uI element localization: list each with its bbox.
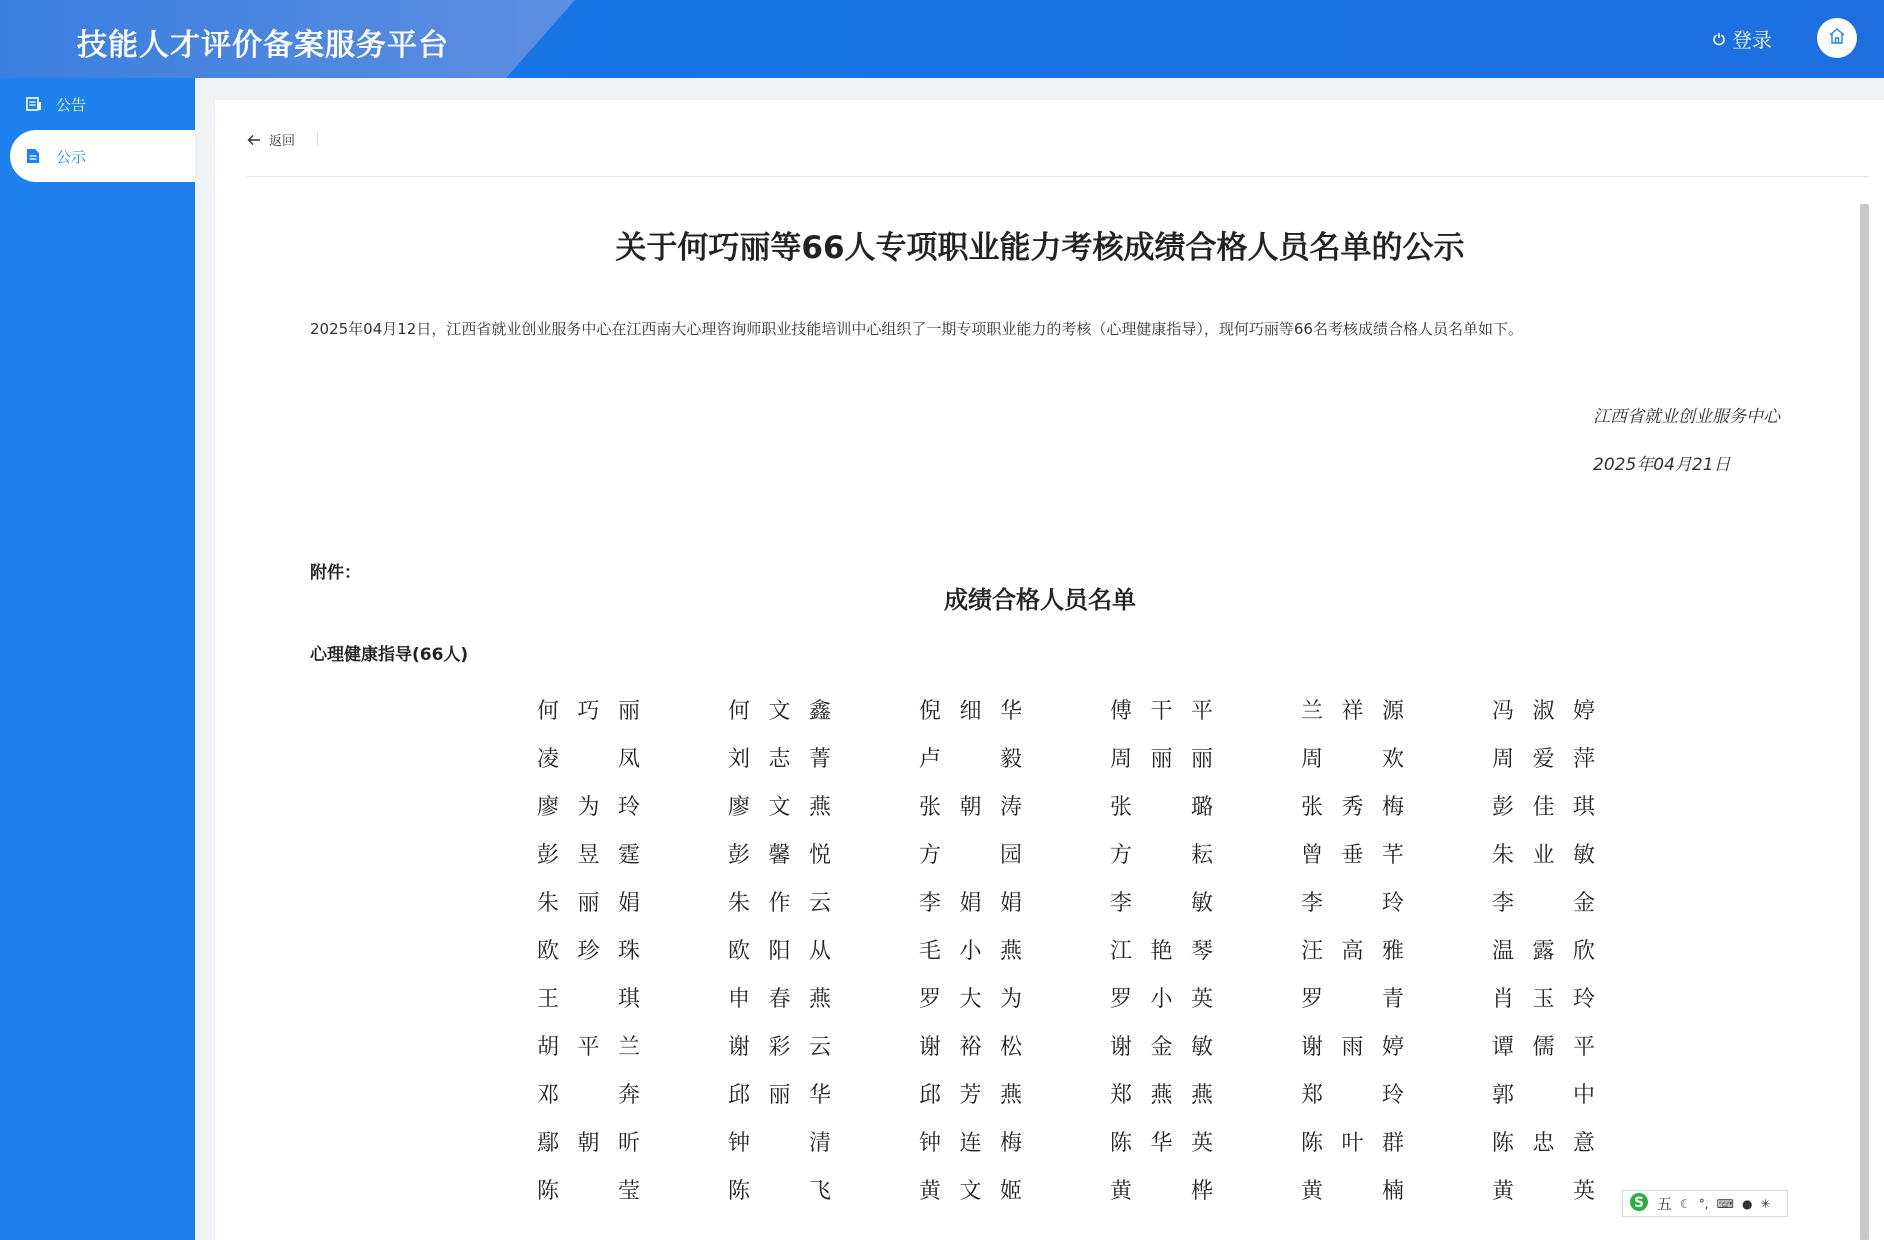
name-entry: 周 丽 丽 (1110, 747, 1213, 772)
names-grid (537, 698, 1687, 1226)
name-entry: 朱 业 敏 (1492, 843, 1595, 868)
svg-text:S: S (1633, 1194, 1645, 1211)
name-entry: 郭 中 (1492, 1083, 1595, 1108)
signature-date: 2025年04月21日 (1593, 455, 1731, 475)
name-entry: 邱 丽 华 (728, 1083, 831, 1108)
ime-mode-label: 五 (1657, 1195, 1673, 1213)
sidebar-item-label: 公告 (56, 95, 87, 114)
name-entry: 谭 儒 平 (1492, 1035, 1595, 1060)
site-brand: 技能人才评价备案服务平台 (77, 28, 449, 63)
name-entry: 谢 彩 云 (728, 1035, 831, 1060)
name-entry: 彭 馨 悦 (728, 843, 831, 868)
header-divider (247, 176, 1869, 177)
sogou-logo-icon (1629, 1192, 1649, 1216)
name-entry: 李 金 (1492, 891, 1595, 916)
name-entry: 毛 小 燕 (919, 939, 1022, 964)
name-entry: 江 艳 琴 (1110, 939, 1213, 964)
name-entry: 郑 燕 燕 (1110, 1083, 1213, 1108)
name-entry: 廖 为 玲 (537, 795, 640, 820)
name-entry: 张 朝 涛 (919, 795, 1022, 820)
name-entry: 欧 阳 从 (728, 939, 831, 964)
name-entry: 黄 英 (1492, 1179, 1595, 1204)
news-icon (26, 96, 42, 112)
name-entry: 黄 文 姬 (919, 1179, 1022, 1204)
scrollbar[interactable] (1860, 204, 1869, 1240)
list-title: 成绩合格人员名单 (944, 586, 1136, 614)
name-entry: 温 露 欣 (1492, 939, 1595, 964)
name-entry: 廖 文 燕 (728, 795, 831, 820)
name-entry: 朱 丽 娟 (537, 891, 640, 916)
user-icon: ● (1741, 1196, 1753, 1211)
name-entry: 肖 玉 玲 (1492, 987, 1595, 1012)
name-entry: 陈 华 英 (1110, 1131, 1213, 1156)
name-entry: 黄 桦 (1110, 1179, 1213, 1204)
name-entry: 汪 高 雅 (1301, 939, 1404, 964)
name-entry: 刘 志 菁 (728, 747, 831, 772)
sidebar (0, 78, 195, 1240)
sidebar-item-announcement[interactable] (0, 78, 195, 130)
scrollbar-thumb[interactable] (1860, 204, 1869, 1240)
name-entry: 罗 大 为 (919, 987, 1022, 1012)
page-title: 关于何巧丽等66人专项职业能力考核成绩合格人员名单的公示 (615, 230, 1465, 266)
sidebar-item-label: 公示 (56, 147, 87, 166)
notice-paragraph: 2025年04月12日，江西省就业创业服务中心在江西南大心理咨询师职业技能培训中心组织了一期专项职业能力的考核（心理健康指导），现何巧丽等66名考核成绩合格人员名单如下。 (310, 320, 1523, 338)
name-entry: 谢 金 敏 (1110, 1035, 1213, 1060)
name-entry: 黄 楠 (1301, 1179, 1404, 1204)
name-entry: 邱 芳 燕 (919, 1083, 1022, 1108)
name-entry: 陈 飞 (728, 1179, 831, 1204)
home-button[interactable] (1817, 18, 1857, 58)
name-entry: 冯 淑 婷 (1492, 699, 1595, 724)
name-entry: 何 文 鑫 (728, 699, 831, 724)
back-button[interactable] (247, 130, 295, 149)
name-entry: 方 园 (919, 843, 1022, 868)
name-entry: 张 秀 梅 (1301, 795, 1404, 820)
name-entry: 欧 珍 珠 (537, 939, 640, 964)
name-entry: 谢 裕 松 (919, 1035, 1022, 1060)
signature-organization: 江西省就业创业服务中心 (1593, 407, 1780, 427)
top-header (0, 0, 1884, 78)
name-entry: 郑 玲 (1301, 1083, 1404, 1108)
name-entry: 鄢 朝 昕 (537, 1131, 640, 1156)
punctuation-icon: °, (1698, 1196, 1709, 1211)
name-entry: 彭 昱 霆 (537, 843, 640, 868)
name-entry: 凌 凤 (537, 747, 640, 772)
name-entry: 钟 清 (728, 1131, 831, 1156)
name-entry: 申 春 燕 (728, 987, 831, 1012)
name-entry: 卢 毅 (919, 747, 1022, 772)
settings-icon: ✳ (1760, 1196, 1771, 1211)
divider (317, 132, 318, 146)
name-entry: 方 耘 (1110, 843, 1213, 868)
name-entry: 钟 连 梅 (919, 1131, 1022, 1156)
name-entry: 李 娟 娟 (919, 891, 1022, 916)
name-entry: 何 巧 丽 (537, 699, 640, 724)
power-icon (1712, 27, 1726, 51)
name-entry: 曾 垂 芊 (1301, 843, 1404, 868)
name-entry: 兰 祥 源 (1301, 699, 1404, 724)
name-entry: 彭 佳 琪 (1492, 795, 1595, 820)
name-entry: 傅 干 平 (1110, 699, 1213, 724)
login-button[interactable] (1712, 24, 1772, 53)
name-entry: 朱 作 云 (728, 891, 831, 916)
name-entry: 陈 叶 群 (1301, 1131, 1404, 1156)
name-entry: 王 琪 (537, 987, 640, 1012)
name-entry: 李 玲 (1301, 891, 1404, 916)
keyboard-icon: ⌨ (1716, 1196, 1734, 1211)
name-entry: 周 欢 (1301, 747, 1404, 772)
sidebar-item-publicity[interactable] (10, 130, 195, 182)
ime-toolbar[interactable] (1622, 1190, 1788, 1217)
name-entry: 周 爱 萍 (1492, 747, 1595, 772)
name-entry: 倪 细 华 (919, 699, 1022, 724)
section-label: 心理健康指导(66人) (310, 645, 469, 665)
name-entry: 罗 小 英 (1110, 987, 1213, 1012)
arrow-left-icon (247, 134, 261, 146)
content-panel (215, 100, 1884, 1240)
name-entry: 胡 平 兰 (537, 1035, 640, 1060)
name-entry: 张 璐 (1110, 795, 1213, 820)
name-entry: 李 敏 (1110, 891, 1213, 916)
attachment-label: 附件： (310, 563, 361, 583)
name-entry: 陈 莹 (537, 1179, 640, 1204)
name-entry: 陈 忠 意 (1492, 1131, 1595, 1156)
name-entry: 邓 奔 (537, 1083, 640, 1108)
document-icon (26, 148, 42, 164)
moon-icon: ☾ (1680, 1196, 1691, 1211)
name-entry: 罗 青 (1301, 987, 1404, 1012)
login-label: 登录 (1732, 28, 1772, 52)
name-entry: 谢 雨 婷 (1301, 1035, 1404, 1060)
back-label: 返回 (269, 134, 296, 149)
home-icon (1828, 27, 1846, 49)
